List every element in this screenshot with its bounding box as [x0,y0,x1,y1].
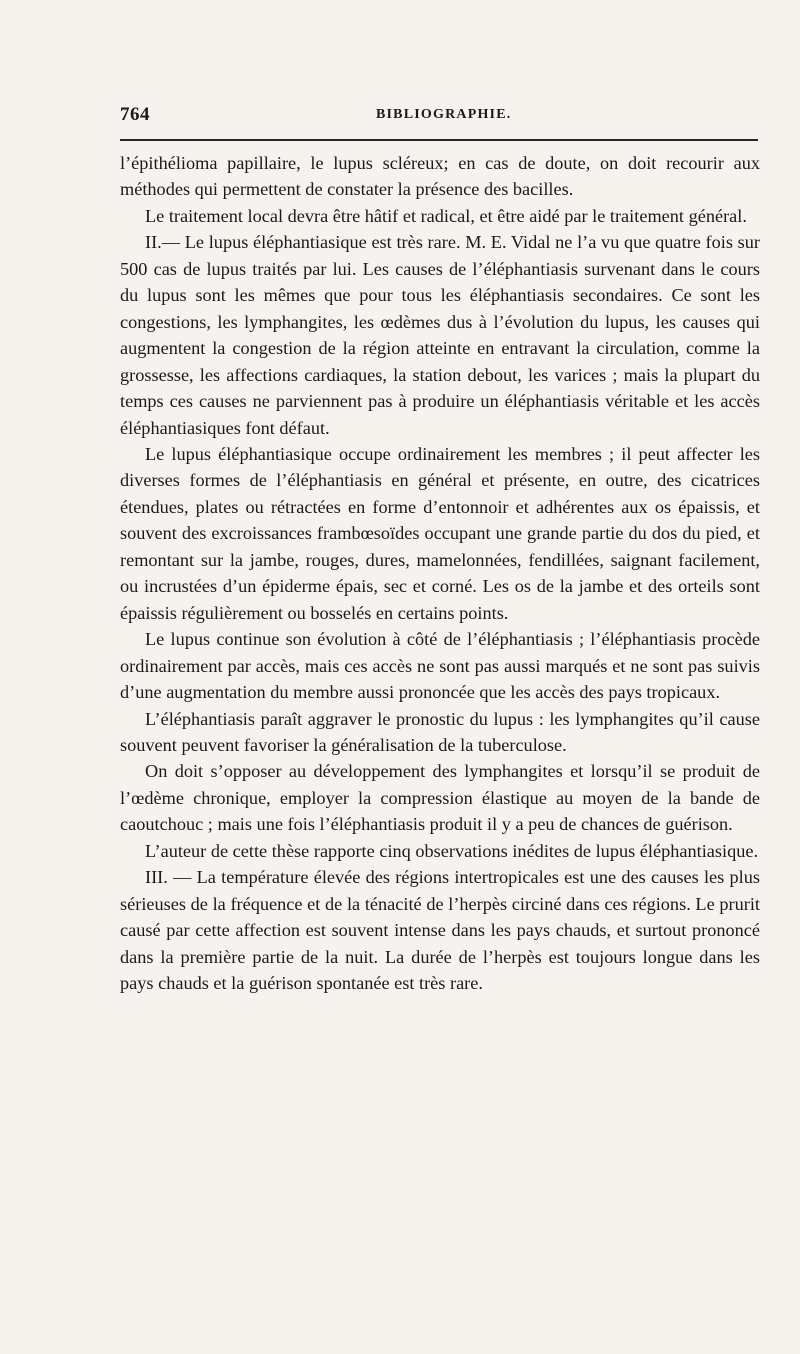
paragraph-continuation: l’épithélioma papillaire, le lupus scléreux; en cas de doute, on doit recourir aux méthodes qui permettent de constater la présence des bacilles. [120,153,760,200]
paragraph-observations: L’auteur de cette thèse rapporte cinq observations inédites de lupus éléphantiasique. [145,840,759,861]
paragraph-lupus-continue: Le lupus continue son évolution à côté de l’éléphantiasis ; l’éléphantiasis procède ordinairement par accès, mais ces accès ne sont pas aussi marqués et ne sont pas suivis d’une augmentation du membre aussi prononcée que les accès des pays tropicaux. [120,629,760,703]
paragraph-section-iii: III. — La température élevée des régions intertropicales est une des causes les plus sérieuses de la fréquence et de la ténacité de l’herpès circiné dans ces régions. Le prurit causé par cette affection est souvent intense dans les pays chauds, et surtout prononcé dans la première partie de la nuit. La durée de l’herpès est toujours longue dans les pays chauds et la guérison spontanée est très rare. [120,867,760,994]
paragraph-traitement: Le traitement local devra être hâtif et radical, et être aidé par le traitement général. [145,205,747,226]
paragraph-lupus-occupe: Le lupus éléphantiasique occupe ordinairement les membres ; il peut affecter les diverses formes de l’éléphantiasis en général et présente, en outre, des cicatrices étendues, plates ou rétractées en forme d’entonnoir et adhérentes aux os épaissis, et souvent des excroissances frambœsoïdes occupant une grande partie du dos du pied, et remontant sur la jambe, rouges, dures, mamelonnées, fendillées, saignant facilement, ou incrustées d’un épiderme épais, sec et corné. Les os de la jambe et des orteils sont épaissis régulièrement ou bosselés en certains points. [120,443,760,623]
page-header [120,104,760,126]
paragraph-pronostic: L’éléphantiasis paraît aggraver le pronostic du lupus : les lymphangites qu’il cause souvent peuvent favoriser la généralisation de la tuberculose. [120,708,760,755]
running-head: BIBLIOGRAPHIE. [376,107,512,122]
paragraph-section-ii: II.— Le lupus éléphantiasique est très rare. M. E. Vidal ne l’a vu que quatre fois sur 500 cas de lupus traités par lui. Les causes de l’éléphantiasis survenant dans le cours du lupus sont les mêmes que pour tous les éléphantiasis secondaires. Ce sont les congestions, les lymphangites, les œdèmes dus à l’évolution du lupus, les causes qui augmentent la congestion de la région atteinte en entravant la circulation, comme la grossesse, les affections cardiaques, la station debout, les varices ; mais la plupart du temps ces causes ne parviennent pas à produire un éléphantiasis véritable et les accès éléphantiasiques font défaut. [120,232,760,438]
header-rule [120,139,758,141]
page-number: 764 [120,104,150,125]
paragraph-traitement-lymphangites: On doit s’opposer au développement des lymphangites et lorsqu’il se produit de l’œdème chronique, employer la compression élastique au moyen de la bande de caoutchouc ; mais une fois l’éléphantiasis produit il y a peu de chances de guérison. [120,761,760,835]
body-text [120,150,760,997]
